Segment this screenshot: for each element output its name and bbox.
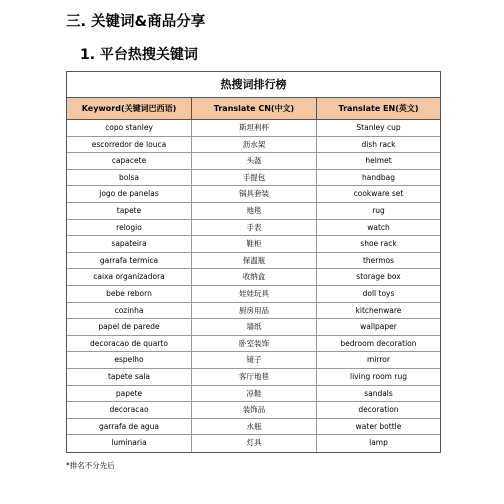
cell-keyword: tapete sala — [67, 369, 192, 385]
cell-translate-cn: 锅具套装 — [192, 186, 317, 202]
cell-translate-en: water bottle — [355, 421, 402, 431]
table-row — [67, 253, 440, 270]
cell-translate-en: sandals — [364, 388, 393, 398]
table-row — [67, 303, 440, 320]
table-row — [67, 386, 440, 403]
cell-keyword: garrafa de agua — [67, 419, 192, 435]
table-row — [67, 419, 440, 436]
table-row — [67, 435, 440, 452]
table-row — [67, 369, 440, 386]
table-row — [67, 203, 440, 220]
cell-translate-en: doll toys — [362, 288, 395, 298]
table-row — [67, 269, 440, 286]
cell-translate-en: lamp — [369, 438, 388, 448]
cell-translate-en: cookware set — [353, 189, 404, 199]
cell-keyword: decoracao — [67, 402, 192, 418]
cell-keyword: escorredor de louca — [67, 137, 192, 153]
cell-translate-cn: 卧室装饰 — [192, 336, 317, 352]
cell-translate-en: living room rug — [350, 371, 407, 381]
cell-translate-cn: 鞋柜 — [192, 236, 317, 252]
cell-translate-cn: 装饰品 — [192, 402, 317, 418]
cell-translate-cn: 厨房用品 — [192, 303, 317, 319]
cell-translate-en: kitchenware — [355, 305, 402, 315]
cell-translate-cn: 头盔 — [192, 153, 317, 169]
cell-keyword: tapete — [67, 203, 192, 219]
table-row — [67, 137, 440, 154]
cell-keyword: cozinha — [67, 303, 192, 319]
table-header-row — [67, 98, 440, 120]
cell-keyword: luminaria — [67, 435, 192, 452]
cell-translate-en: thermos — [362, 255, 395, 265]
cell-translate-cn: 收纳盒 — [192, 269, 317, 285]
cell-translate-cn: 客厅地毯 — [192, 369, 317, 385]
table-row — [67, 402, 440, 419]
cell-keyword: bebe reborn — [67, 286, 192, 302]
cell-translate-cn: 斯坦利杯 — [192, 120, 317, 136]
cell-keyword: decoracao de quarto — [67, 336, 192, 352]
cell-keyword: jogo de panelas — [67, 186, 192, 202]
table-row — [67, 352, 440, 369]
header-translate-cn: Translate CN(中文) — [192, 98, 317, 119]
cell-translate-cn: 手表 — [192, 220, 317, 236]
cell-translate-en: rug — [372, 205, 385, 215]
table-body — [67, 120, 440, 452]
cell-translate-en: decoration — [358, 405, 399, 415]
cell-translate-en: dish rack — [361, 139, 396, 149]
subsection-heading: 1. 平台热搜关键词 — [80, 47, 198, 63]
cell-translate-en: bedroom decoration — [340, 338, 417, 348]
cell-translate-cn: 沥水架 — [192, 137, 317, 153]
cell-translate-cn: 手提包 — [192, 170, 317, 186]
cell-translate-en: mirror — [367, 355, 390, 365]
table-row — [67, 319, 440, 336]
cell-translate-cn: 水瓶 — [192, 419, 317, 435]
hot-search-table — [66, 71, 441, 453]
cell-keyword: sapateira — [67, 236, 192, 252]
cell-translate-en: wallpaper — [360, 322, 397, 332]
table-row — [67, 186, 440, 203]
cell-translate-cn: 镜子 — [192, 352, 317, 368]
table-row — [67, 153, 440, 170]
cell-keyword: capacete — [67, 153, 192, 169]
cell-keyword: papete — [67, 386, 192, 402]
cell-translate-en: handbag — [362, 172, 395, 182]
cell-keyword: bolsa — [67, 170, 192, 186]
cell-translate-cn: 墙纸 — [192, 319, 317, 335]
cell-keyword: papel de parede — [67, 319, 192, 335]
cell-translate-en: watch — [367, 222, 390, 232]
cell-keyword: copo stanley — [67, 120, 192, 136]
header-keyword: Keyword(关键词巴西语) — [67, 98, 192, 119]
section-heading: 三. 关键词&商品分享 — [66, 14, 206, 30]
cell-translate-cn: 娃娃玩具 — [192, 286, 317, 302]
table-row — [67, 170, 440, 187]
header-translate-en: Translate EN(英文) — [338, 104, 419, 113]
cell-keyword: caixa organizadora — [67, 269, 192, 285]
cell-translate-en: storage box — [356, 272, 401, 282]
cell-translate-en: helmet — [365, 156, 392, 166]
cell-translate-cn: 灯具 — [192, 435, 317, 452]
footnote: *排名不分先后 — [66, 461, 115, 470]
cell-translate-cn: 凉鞋 — [192, 386, 317, 402]
table-row — [67, 336, 440, 353]
cell-translate-en: shoe rack — [360, 239, 397, 249]
cell-translate-cn: 保温瓶 — [192, 253, 317, 269]
cell-keyword: espelho — [67, 352, 192, 368]
table-row — [67, 286, 440, 303]
table-row — [67, 220, 440, 237]
cell-translate-cn: 地毯 — [192, 203, 317, 219]
cell-keyword: garrafa termica — [67, 253, 192, 269]
cell-translate-en: Stanley cup — [356, 123, 401, 132]
cell-keyword: relogio — [67, 220, 192, 236]
table-row — [67, 120, 440, 137]
table-row — [67, 236, 440, 253]
table-title: 热搜词排行榜 — [67, 72, 440, 98]
